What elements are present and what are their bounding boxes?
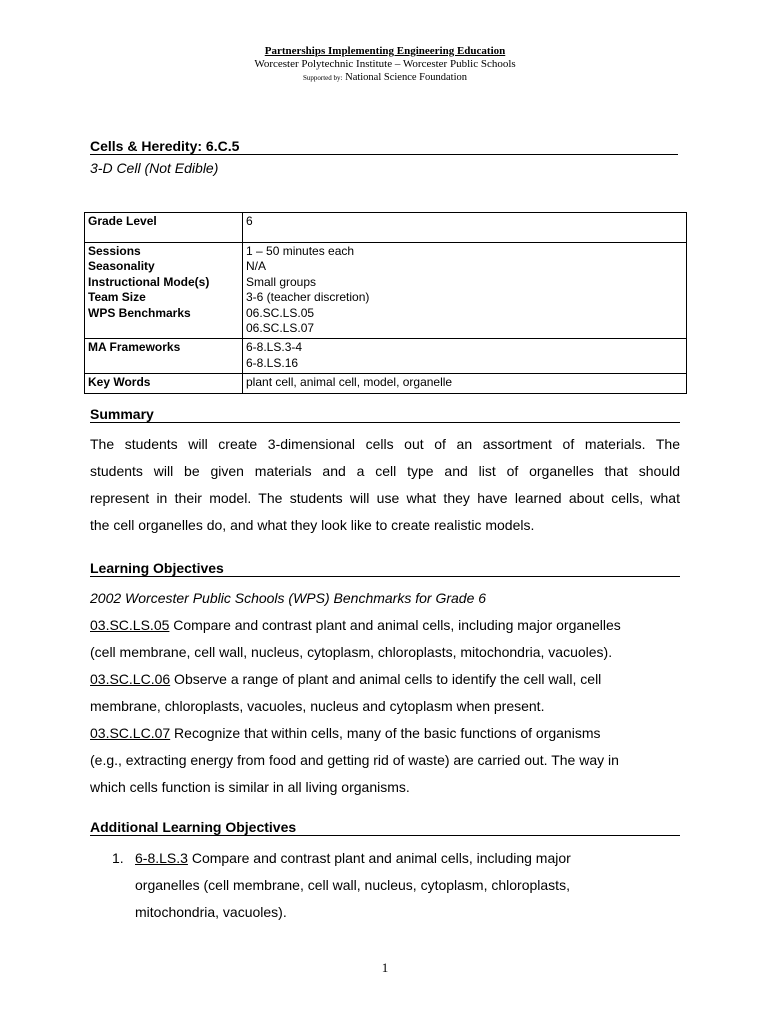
session-labels-cell (85, 243, 243, 339)
header-org-title: Partnerships Implementing Engineering Education (264, 45, 506, 57)
objective-3-cont: (e.g., extracting energy from food and getting rid of waste) are carried out. The way in (90, 752, 619, 768)
sessions-value: 1 – 50 minutes each (246, 244, 355, 258)
keywords-value: plant cell, animal cell, model, organelle (243, 374, 687, 393)
table-row-sessions (85, 243, 687, 339)
additional-item-1-number: 1. (112, 850, 124, 866)
page-number: 1 (381, 960, 389, 975)
objective-2-code: 03.SC.LC.06 (90, 671, 171, 687)
seasonality-value: N/A (246, 259, 267, 274)
ma-values-cell (243, 339, 687, 374)
instructional-mode-value: Small groups (246, 274, 317, 289)
objective-2-cont: membrane, chloroplasts, vacuoles, nucleus and cytoplasm when present. (90, 698, 545, 714)
ma-framework-1: 6-8.LS.3-4 (246, 340, 303, 355)
sessions-label: Sessions (88, 244, 141, 258)
page-subtitle: 3-D Cell (Not Edible) (90, 160, 219, 176)
additional-item-1-cont: organelles (cell membrane, cell wall, nucleus, cytoplasm, chloroplasts, (135, 877, 570, 893)
header-support-prefix: Supported by: (303, 74, 343, 82)
objective-3-cont2: which cells function is similar in all living organisms. (90, 779, 410, 795)
summary-line-4: the cell organelles do, and what they look like to create realistic models. (90, 517, 535, 533)
session-values-cell (243, 243, 687, 339)
wps-benchmarks-label: WPS Benchmarks (88, 305, 191, 320)
instructional-mode-label: Instructional Mode(s) (88, 274, 210, 289)
info-table (84, 212, 687, 394)
additional-objectives-heading: Additional Learning Objectives (90, 819, 680, 836)
learning-objectives-body (90, 585, 680, 801)
header-support (0, 71, 770, 85)
table-row-keywords (85, 374, 687, 393)
summary-line-3: represent in their model. The students will use what they have learned about cells, what (90, 490, 680, 506)
objective-3 (90, 720, 680, 747)
objective-3-code: 03.SC.LC.07 (90, 725, 171, 741)
summary-text (90, 431, 680, 539)
additional-item-1-code: 6-8.LS.3 (135, 850, 188, 866)
header-support-text: National Science Foundation (345, 72, 467, 83)
team-size-label: Team Size (88, 290, 146, 305)
ma-framework-2: 6-8.LS.16 (246, 355, 299, 370)
objective-2-text: Observe a range of plant and animal cells to identify the cell wall, cell (170, 671, 602, 687)
wps-benchmark-2: 06.SC.LS.07 (246, 321, 315, 336)
ma-frameworks-label: MA Frameworks (85, 339, 243, 374)
objective-1-code: 03.SC.LS.05 (90, 617, 170, 633)
additional-item-1-line (135, 845, 680, 872)
objective-1-cont: (cell membrane, cell wall, nucleus, cytoplasm, chloroplasts, mitochondria, vacuoles). (90, 644, 613, 660)
title-line (90, 138, 678, 155)
grade-value: 6 (243, 213, 687, 243)
learning-objectives-heading: Learning Objectives (90, 560, 680, 577)
grade-label: Grade Level (85, 213, 243, 243)
table-row-ma (85, 339, 687, 374)
header-institutions: Worcester Polytechnic Institute – Worcester Public Schools (254, 58, 516, 70)
table-row-grade (85, 213, 687, 243)
objective-1-text: Compare and contrast plant and animal cells, including major organelles (169, 617, 621, 633)
additional-item-1-cont2: mitochondria, vacuoles). (135, 904, 287, 920)
wps-benchmarks-subheading: 2002 Worcester Public Schools (WPS) Benchmarks for Grade 6 (90, 590, 487, 606)
seasonality-label: Seasonality (88, 259, 155, 274)
summary-line-1: The students will create 3-dimensional cells out of an assortment of materials. The (90, 436, 680, 452)
objective-3-text: Recognize that within cells, many of the basic functions of organisms (170, 725, 601, 741)
objective-1 (90, 612, 680, 639)
keywords-label: Key Words (85, 374, 243, 393)
summary-line-2: students will be given materials and a cell type and list of organelles that should (90, 463, 680, 479)
summary-heading: Summary (90, 406, 680, 423)
additional-item-1-text: Compare and contrast plant and animal cells, including major (187, 850, 571, 866)
team-size-value: 3-6 (teacher discretion) (246, 290, 370, 305)
page-header (0, 45, 770, 85)
wps-benchmark-1: 06.SC.LS.05 (246, 305, 315, 320)
objective-2 (90, 666, 680, 693)
page-title: Cells & Heredity: 6.C.5 (90, 138, 240, 154)
additional-item-1 (135, 845, 680, 926)
